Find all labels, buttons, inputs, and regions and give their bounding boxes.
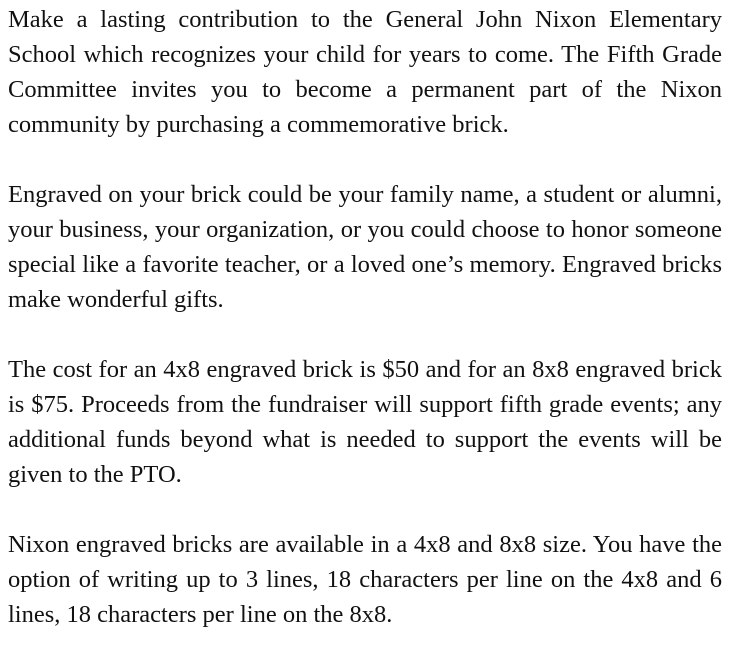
paragraph-sizes: Nixon engraved bricks are available in a 4x8 and 8x8 size. You have the option of writing up to 3 lines, 18 characters per line on the 4x8 and 6 lines, 18 characters per line on the 8x8.: [8, 531, 722, 628]
paragraph-intro: Make a lasting contribution to the General John Nixon Elementary School which recognizes your child for years to come. The Fifth Grade Committee invites you to become a permanent part of the Nixon community by purchasing a commemorative brick.: [8, 6, 722, 138]
paragraph-engraving-ideas: Engraved on your brick could be your family name, a student or alumni, your business, your organization, or you could choose to honor someone special like a favorite teacher, or a loved one’s memory. Engraved bricks make wonderful gifts.: [8, 181, 722, 313]
document-body: [8, 2, 722, 632]
paragraph-cost: The cost for an 4x8 engraved brick is $50 and for an 8x8 engraved brick is $75. Proceeds from the fundraiser will support fifth grade events; any additional funds beyond what is needed to support the events will be given to the PTO.: [8, 356, 722, 488]
